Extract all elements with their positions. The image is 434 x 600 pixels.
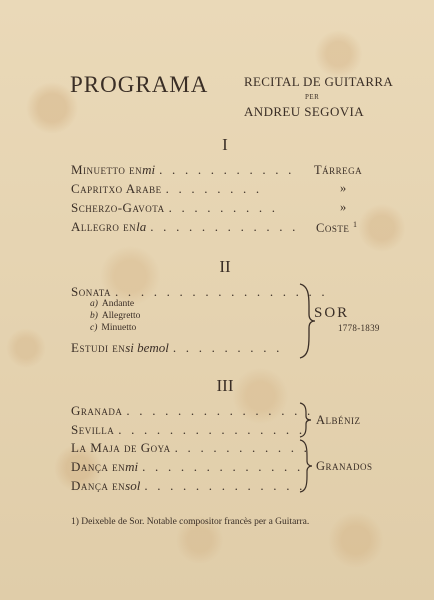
dot-leader: . . . . . . . . . . . . . . . xyxy=(126,403,314,418)
composer-name: Albéniz xyxy=(316,413,361,427)
program-item xyxy=(71,162,295,178)
section-numeral-2: II xyxy=(219,257,231,276)
dot-leader: . . . . . . . . . xyxy=(168,200,279,215)
per-label: PER xyxy=(305,93,320,101)
piece-key: la xyxy=(136,219,147,234)
page-title: PROGRAMA xyxy=(70,72,209,97)
piece-title: Capritxo Arabe xyxy=(71,181,162,196)
program-item xyxy=(71,403,313,419)
composer-years: 1778-1839 xyxy=(338,323,380,333)
dot-leader: . . . . . . . . . . . . xyxy=(150,219,299,234)
program-item xyxy=(71,200,278,216)
piece-key: sol xyxy=(125,478,141,493)
composer-name: Tárrega xyxy=(314,163,363,177)
program-item xyxy=(71,459,303,475)
footnote-mark: 1 xyxy=(352,220,358,229)
composer-name: Granados xyxy=(316,459,373,473)
dot-leader: . . . . . . . . . . . . . . . xyxy=(118,422,306,437)
program-item xyxy=(71,478,306,494)
dot-leader: . . . . . . . . . . . . . xyxy=(142,459,304,474)
ditto-mark: » xyxy=(340,181,347,195)
dot-leader: . . . . . . . . . . . . . xyxy=(144,478,306,493)
piece-key: si bemol xyxy=(125,340,169,355)
piece-title: Granada xyxy=(71,403,123,418)
section-numeral-3: III xyxy=(216,376,234,395)
performer-name: ANDREU SEGOVIA xyxy=(244,104,365,119)
brace xyxy=(298,440,316,492)
ditto-mark: » xyxy=(340,200,347,214)
piece-title: Sevilla xyxy=(71,422,115,437)
piece-key: mi xyxy=(142,162,156,177)
piece-title: Minuetto en xyxy=(71,162,143,177)
dot-leader: . . . . . . . . . . . xyxy=(174,440,311,455)
dot-leader: . . . . . . . . . . . xyxy=(159,162,295,177)
program-item xyxy=(71,284,328,300)
program-item xyxy=(71,181,262,197)
movement-item: a) Andante xyxy=(90,299,135,309)
program-item xyxy=(71,219,299,235)
piece-title: Sonata xyxy=(71,284,112,299)
recital-heading: RECITAL DE GUITARRA xyxy=(244,74,394,89)
piece-title: La Maja de Goya xyxy=(71,440,171,455)
piece-key: mi xyxy=(125,459,139,474)
dot-leader: . . . . . . . . . xyxy=(172,340,283,355)
piece-title: Dança en xyxy=(71,459,126,474)
program-item xyxy=(71,440,310,456)
movement-item: b) Allegretto xyxy=(90,311,141,321)
piece-title: Scherzo-Gavota xyxy=(71,200,165,215)
section-numeral-1: I xyxy=(222,135,228,154)
piece-title: Allegro en xyxy=(71,219,137,234)
movement-item: c) Minuetto xyxy=(90,323,137,333)
composer-name: Coste $^1$ xyxy=(316,220,358,235)
composer-name: SOR xyxy=(314,305,350,321)
piece-title: Dança en xyxy=(71,478,126,493)
footnote: 1) Deixeble de Sor. Notable compositor francès per a Guitarra. xyxy=(71,517,310,527)
program-item xyxy=(71,422,305,438)
dot-leader: . . . . . . . . xyxy=(165,181,263,196)
brace xyxy=(298,403,316,437)
program-item xyxy=(71,340,283,356)
piece-title: Estudi en xyxy=(71,340,126,355)
dot-leader: . . . . . . . . . . . . . . . . . xyxy=(115,284,328,299)
